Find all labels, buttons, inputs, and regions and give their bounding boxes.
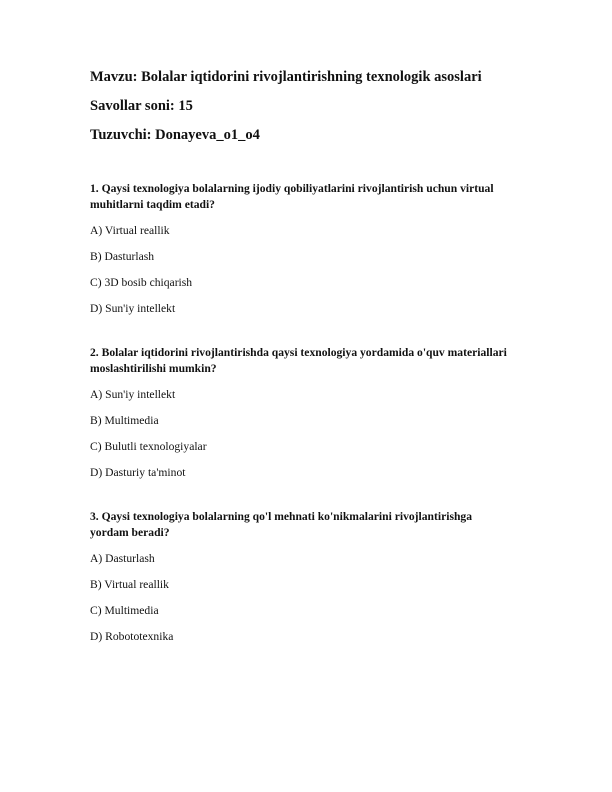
option-b: B) Dasturlash: [90, 250, 155, 263]
question-text-line: muhitlarni taqdim etadi?: [90, 198, 215, 211]
option-d: D) Robototexnika: [90, 630, 174, 643]
author-line: Tuzuvchi: Donayeva_o1_o4: [90, 127, 260, 143]
option-a: A) Virtual reallik: [90, 224, 170, 237]
question-1: [90, 181, 550, 317]
question-2: [90, 345, 550, 481]
option-c: C) 3D bosib chiqarish: [90, 276, 193, 289]
question-text: [90, 345, 550, 377]
question-text-line: 2. Bolalar iqtidorini rivojlantirishda qaysi texnologiya yordamida o'quv materiallari: [90, 346, 507, 359]
document-header: [90, 68, 560, 155]
question-text-line: yordam beradi?: [90, 526, 170, 539]
question-count: Savollar soni: 15: [90, 98, 193, 114]
option-c: C) Bulutli texnologiyalar: [90, 440, 207, 453]
question-text-line: moslashtirilishi mumkin?: [90, 362, 217, 375]
option-c: C) Multimedia: [90, 604, 159, 617]
question-text: [90, 181, 550, 213]
option-a: A) Sun'iy intellekt: [90, 388, 176, 401]
question-text-line: 1. Qaysi texnologiya bolalarning ijodiy qobiliyatlarini rivojlantirish uchun virtual: [90, 182, 494, 195]
option-b: B) Virtual reallik: [90, 578, 169, 591]
option-d: D) Dasturiy ta'minot: [90, 466, 186, 479]
option-b: B) Multimedia: [90, 414, 159, 427]
question-text: [90, 509, 550, 541]
topic-title: Mavzu: Bolalar iqtidorini rivojlantirishning texnologik asoslari: [90, 69, 482, 85]
question-3: [90, 509, 550, 645]
question-text-line: 3. Qaysi texnologiya bolalarning qo'l mehnati ko'nikmalarini rivojlantirishga: [90, 510, 472, 523]
question-list: [90, 181, 550, 673]
option-a: A) Dasturlash: [90, 552, 155, 565]
option-d: D) Sun'iy intellekt: [90, 302, 176, 315]
